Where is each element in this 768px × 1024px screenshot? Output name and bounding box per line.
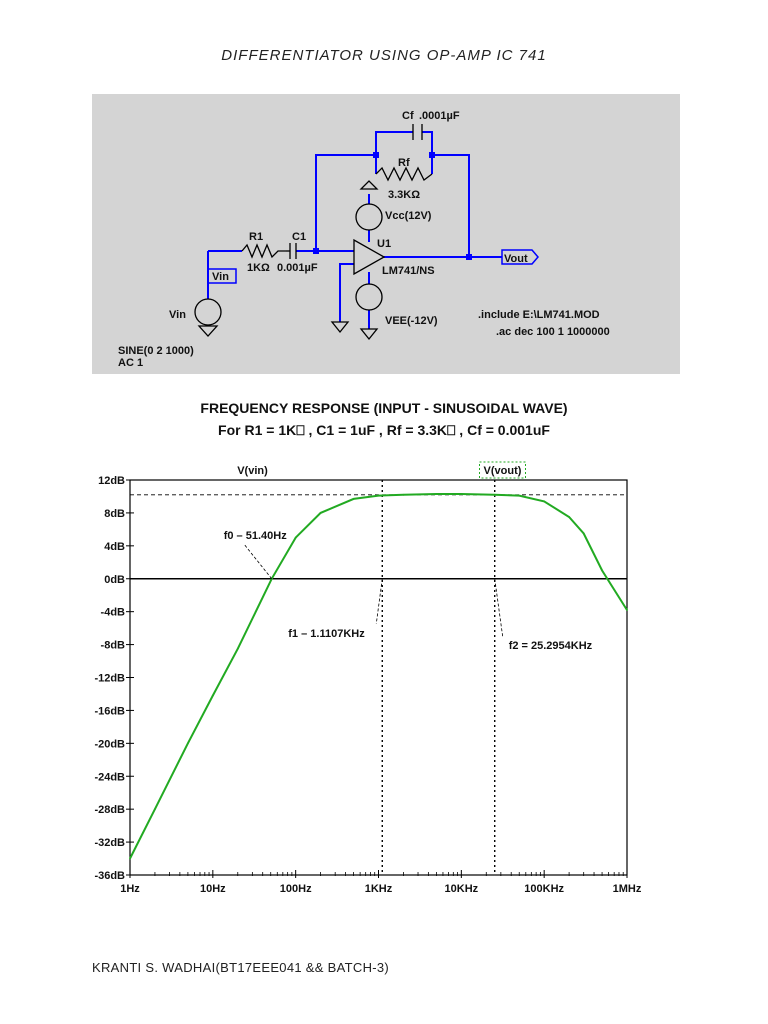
c1-value: 0.001µF <box>277 262 318 274</box>
series-point <box>187 742 189 744</box>
rf-label: Rf <box>398 157 410 169</box>
y-tick-label: -8dB <box>100 639 125 652</box>
chart-svg <box>0 455 768 915</box>
series-point <box>518 495 520 497</box>
circuit-schematic <box>92 94 680 374</box>
series-point <box>129 858 131 860</box>
y-tick-label: 8dB <box>104 507 125 520</box>
x-tick-label: 100Hz <box>279 883 312 895</box>
schematic-components <box>195 124 432 339</box>
series-point <box>295 537 297 539</box>
y-tick-label: -36dB <box>94 870 125 882</box>
x-tick-label: 1MHz <box>612 883 642 895</box>
x-tick-label: 10Hz <box>199 883 226 895</box>
vout-node-label: Vout <box>504 253 528 265</box>
series-point <box>378 495 380 497</box>
chart-heading: FREQUENCY RESPONSE (INPUT - SINUSOIDAL WAVE) <box>200 400 568 416</box>
plot-frame <box>130 480 627 875</box>
y-tick-label: -20dB <box>94 738 125 751</box>
annotation-label: f2 = 25.2954KHz <box>508 639 593 652</box>
schematic-junctions <box>313 152 472 260</box>
series-point <box>568 516 570 518</box>
footer-author: KRANTI S. WADHAI(BT17EEE041 && BATCH-3) <box>92 960 390 975</box>
cf-value: .0001µF <box>419 110 460 122</box>
spice-directive-ac: .ac dec 100 1 1000000 <box>496 326 610 338</box>
y-tick-label: -28dB <box>94 804 125 817</box>
source-spec: SINE(0 2 1000) <box>118 345 194 357</box>
x-tick-label: 10KHz <box>444 883 479 895</box>
annotation-leader <box>495 579 503 637</box>
series-point <box>154 808 156 810</box>
cf-label: Cf <box>402 110 414 122</box>
y-tick-label: 4dB <box>104 540 125 553</box>
spice-directive-include: .include E:\LM741.MOD <box>478 309 600 321</box>
series-point <box>583 533 585 535</box>
frequency-response-chart <box>0 455 768 915</box>
x-tick-label: 100KHz <box>524 883 565 895</box>
y-tick-label: -16dB <box>94 705 125 718</box>
y-tick-label: -12dB <box>94 672 125 685</box>
annotation-label: f0 – 51.40Hz <box>223 529 287 542</box>
u1-label: U1 <box>377 238 392 250</box>
vin-source-label: Vin <box>169 309 186 321</box>
series-point <box>601 570 603 572</box>
page-title: DIFFERENTIATOR USING OP-AMP IC 741 <box>221 47 547 64</box>
y-tick-label: 12dB <box>98 475 125 487</box>
annotation-label: f1 – 1.1107KHz <box>288 627 365 640</box>
annotation-leader <box>244 544 272 579</box>
series-point <box>460 493 462 495</box>
schematic-drawing <box>92 94 680 374</box>
series-point <box>212 695 214 697</box>
series-point <box>493 494 495 496</box>
chart-subheading: For R1 = 1K⎕ , C1 = 1uF , Rf = 3.3K⎕ , Cf = 0.001uF <box>218 422 550 438</box>
y-tick-label: -4dB <box>100 606 125 619</box>
series-point <box>543 501 545 503</box>
legend-vout: V(vout) <box>483 465 522 477</box>
x-tick-label: 1KHz <box>364 883 393 895</box>
series-point <box>237 648 239 650</box>
series-point <box>403 494 405 496</box>
vcc-label: Vcc(12V) <box>385 210 432 222</box>
r1-label: R1 <box>249 231 264 243</box>
y-tick-label: -24dB <box>94 771 125 784</box>
vin-node-label: Vin <box>212 271 229 283</box>
legend-vin: V(vin) <box>237 465 268 477</box>
c1-label: C1 <box>292 231 307 243</box>
series-point <box>436 493 438 495</box>
vee-label: VEE(-12V) <box>385 315 438 327</box>
x-tick-label: 1Hz <box>120 883 140 895</box>
y-tick-label: 0dB <box>104 573 125 586</box>
series-point <box>320 512 322 514</box>
series-point <box>626 609 628 611</box>
annotation-leader <box>376 579 382 624</box>
y-tick-label: -32dB <box>94 837 125 850</box>
ac-spec: AC 1 <box>118 357 144 369</box>
series-point <box>353 498 355 500</box>
r1-value: 1KΩ <box>247 262 270 274</box>
opamp-model: LM741/NS <box>382 265 435 277</box>
series-line-vout <box>130 494 627 859</box>
rf-value: 3.3KΩ <box>388 189 421 201</box>
